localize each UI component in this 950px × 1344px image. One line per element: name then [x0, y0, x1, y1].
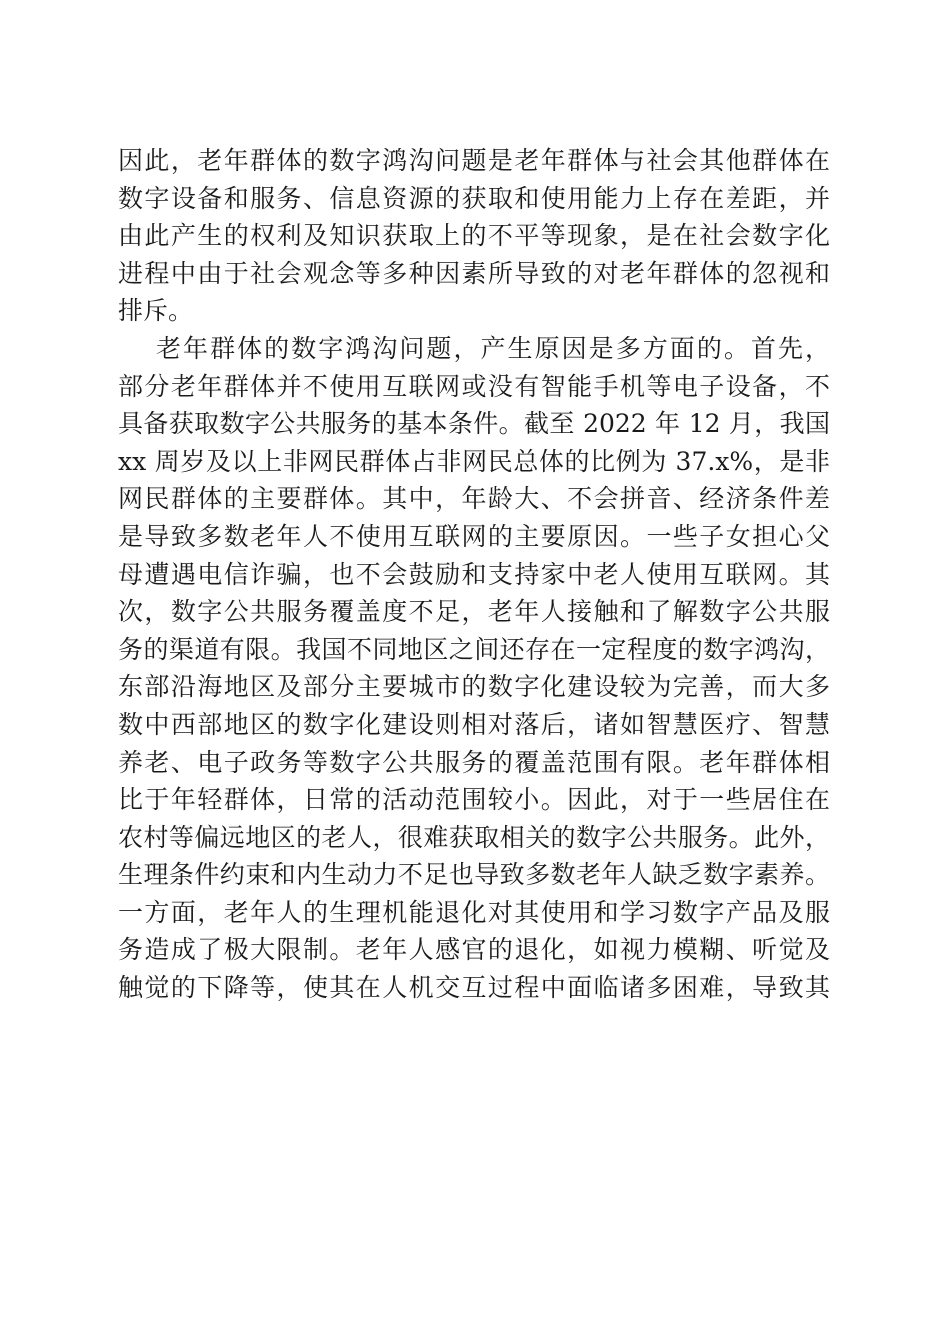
paragraph-2-line-11: 数中西部地区的数字化建设则相对落后，诸如智慧医疗、智慧: [118, 709, 830, 739]
paragraph-1-line-1: 因此，老年群体的数字鸿沟问题是老年群体与社会其他群体在: [118, 146, 830, 175]
paragraph-2-line-10: 东部沿海地区及部分主要城市的数字化建设较为完善，而大多: [118, 672, 830, 702]
paragraph-1-line-2: 数字设备和服务、信息资源的获取和使用能力上存在差距，并: [118, 183, 830, 213]
paragraph-2-line-6: 是导致多数老年人不使用互联网的主要原因。一些子女担心父: [118, 521, 830, 551]
paragraph-2-line-2: 部分老年群体并不使用互联网或没有智能手机等电子设备，不: [118, 371, 830, 401]
paragraph-1-line-3: 由此产生的权利及知识获取上的不平等现象，是在社会数字化: [118, 221, 830, 251]
paragraph-2-line-17: 务造成了极大限制。老年人感官的退化，如视力模糊、听觉及: [118, 935, 830, 965]
paragraph-2-line-15: 生理条件约束和内生动力不足也导致多数老年人缺乏数字素养。: [118, 860, 830, 890]
paragraph-1-line-5: 排斥。: [118, 296, 194, 326]
paragraph-2-line-1: 老年群体的数字鸿沟问题，产生原因是多方面的。首先，: [156, 333, 830, 363]
paragraph-2-line-5: 网民群体的主要群体。其中，年龄大、不会拼音、经济条件差: [118, 484, 830, 514]
paragraph-2-line-4: xx 周岁及以上非网民群体占非网民总体的比例为 37.x%，是非: [118, 446, 830, 476]
body-text: [118, 142, 830, 1007]
paragraph-1-line-4: 进程中由于社会观念等多种因素所导致的对老年群体的忽视和: [118, 258, 830, 288]
paragraph-2-line-16: 一方面，老年人的生理机能退化对其使用和学习数字产品及服: [118, 897, 830, 927]
paragraph-2-line-12: 养老、电子政务等数字公共服务的覆盖范围有限。老年群体相: [118, 747, 830, 777]
paragraph-2-line-3: 具备获取数字公共服务的基本条件。截至 2022 年 12 月，我国: [118, 409, 830, 439]
paragraph-2-line-8: 次，数字公共服务覆盖度不足，老年人接触和了解数字公共服: [118, 597, 830, 627]
paragraph-2-line-18: 触觉的下降等，使其在人机交互过程中面临诸多困难，导致其: [118, 973, 830, 1003]
paragraph-2-line-13: 比于年轻群体，日常的活动范围较小。因此，对于一些居住在: [118, 785, 830, 815]
paragraph-2-line-7: 母遭遇电信诈骗，也不会鼓励和支持家中老人使用互联网。其: [118, 559, 830, 589]
paragraph-2-line-14: 农村等偏远地区的老人，很难获取相关的数字公共服务。此外，: [118, 822, 830, 852]
paragraph-2-line-9: 务的渠道有限。我国不同地区之间还存在一定程度的数字鸿沟，: [118, 634, 830, 664]
